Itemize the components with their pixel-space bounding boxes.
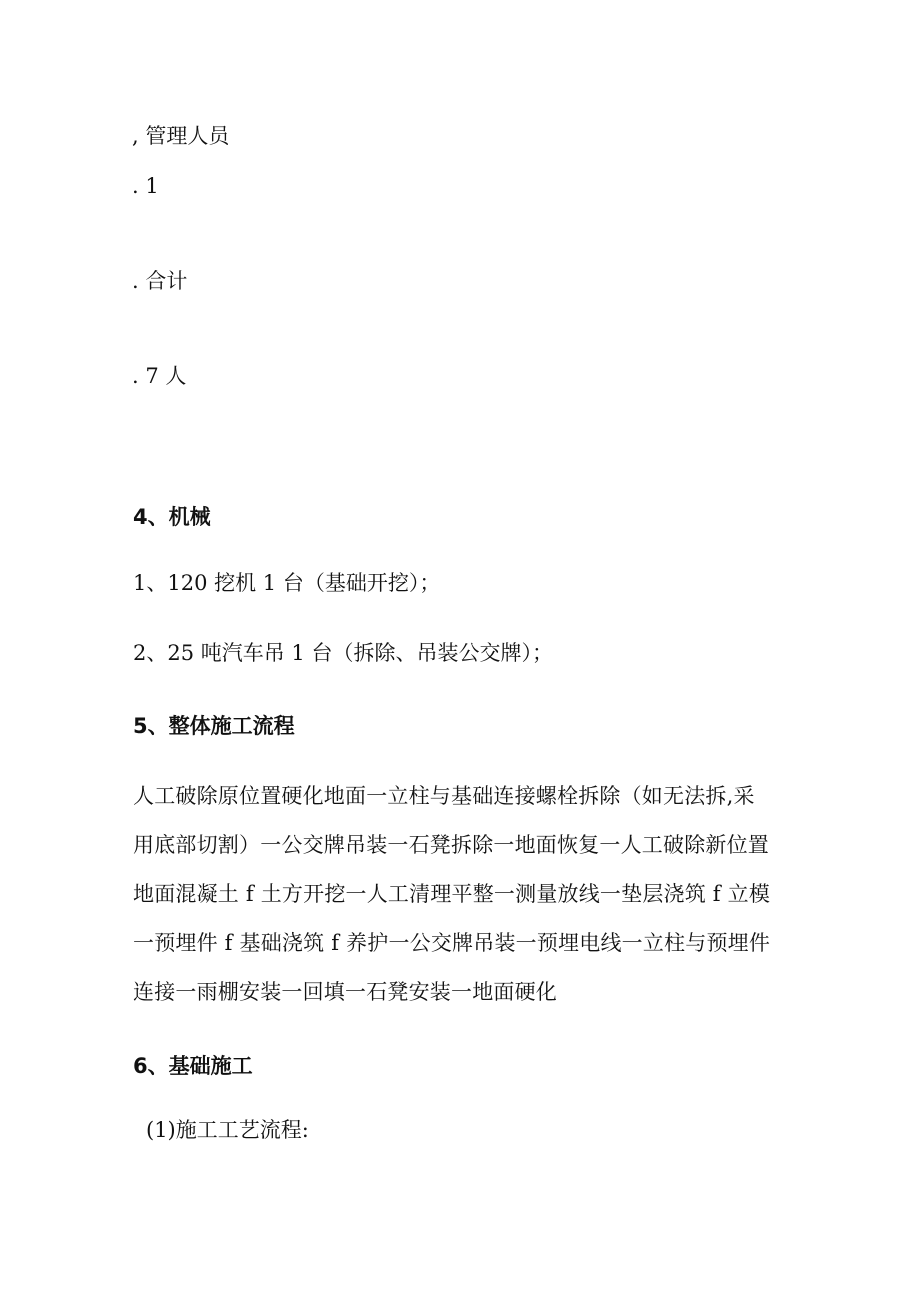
management-staff-count: . 1 [132, 174, 159, 198]
section-5-heading: 5、整体施工流程 [133, 714, 295, 738]
construction-flow-paragraph [133, 772, 793, 1017]
flow-line-2: 用底部切割）一公交牌吊装一石凳拆除一地面恢复一人工破除新位置 [133, 833, 769, 857]
flow-line-1: 人工破除原位置硬化地面一立柱与基础连接螺栓拆除（如无法拆,采 [133, 784, 755, 808]
section-4-heading: 4、机械 [133, 505, 211, 529]
process-flow-subheading: (1)施工工艺流程: [146, 1118, 309, 1142]
total-count: . 7 人 [132, 364, 187, 388]
machinery-item-1: 1、120 挖机 1 台（基础开挖）； [133, 571, 441, 595]
section-6-heading: 6、基础施工 [133, 1054, 253, 1078]
flow-line-5: 连接一雨棚安装一回填一石凳安装一地面硬化 [133, 980, 557, 1004]
flow-line-4: 一预埋件 f 基础浇筑 f 养护一公交牌吊装一预埋电线一立柱与预埋件 [133, 931, 771, 955]
machinery-item-2: 2、25 吨汽车吊 1 台（拆除、吊装公交牌）； [133, 641, 553, 665]
flow-line-3: 地面混凝土 f 土方开挖一人工清理平整一测量放线一垫层浇筑 f 立模 [133, 882, 771, 906]
management-staff-label: , 管理人员 [132, 124, 230, 148]
total-label: . 合计 [132, 269, 188, 293]
